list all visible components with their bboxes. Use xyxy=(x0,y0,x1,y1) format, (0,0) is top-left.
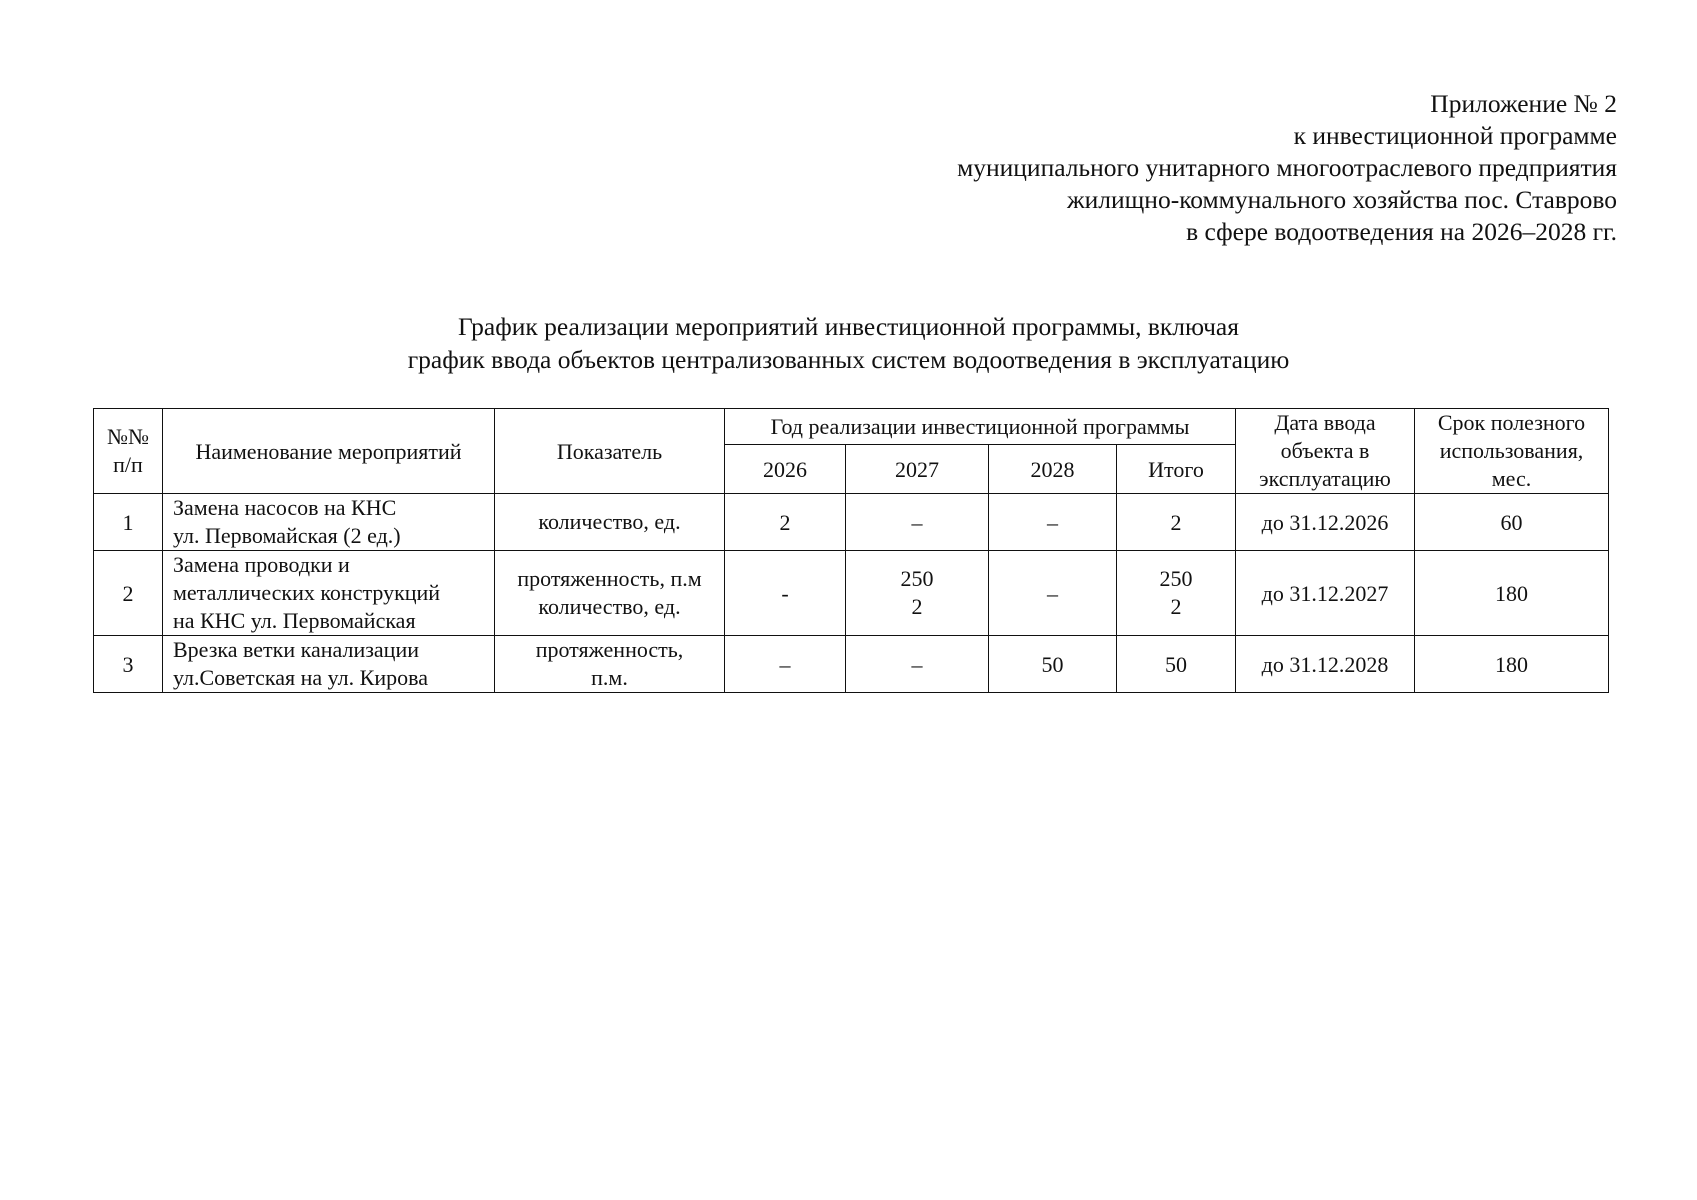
appendix-header xyxy=(617,88,1617,248)
row-indicator: протяженность, п.м. xyxy=(495,636,725,693)
title-line: График реализации мероприятий инвестиционной программы, включая xyxy=(458,312,1239,341)
header-total: Итого xyxy=(1117,445,1236,494)
appendix-line: муниципального унитарного многоотраслевого предприятия xyxy=(957,153,1617,182)
header-year-2028: 2028 xyxy=(989,445,1117,494)
row-name: Замена проводки и металлических конструкций на КНС ул. Первомайская xyxy=(163,551,495,636)
schedule-table xyxy=(93,408,1609,693)
header-name: Наименование мероприятий xyxy=(163,409,495,494)
row-2026: - xyxy=(725,551,846,636)
header-year-group: Год реализации инвестиционной программы xyxy=(725,409,1236,445)
header-term: Срок полезного использования, мес. xyxy=(1415,409,1609,494)
appendix-line: в сфере водоотведения на 2026–2028 гг. xyxy=(1186,217,1617,246)
header-indicator: Показатель xyxy=(495,409,725,494)
row-2027: – xyxy=(846,636,989,693)
table-row xyxy=(94,551,1609,636)
appendix-line: жилищно-коммунального хозяйства пос. Ставрово xyxy=(1067,185,1617,214)
row-total: 50 xyxy=(1117,636,1236,693)
row-name: Врезка ветки канализации ул.Советская на ул. Кирова xyxy=(163,636,495,693)
row-2026: 2 xyxy=(725,494,846,551)
header-year-2027: 2027 xyxy=(846,445,989,494)
row-total: 250 2 xyxy=(1117,551,1236,636)
row-2028: 50 xyxy=(989,636,1117,693)
row-num: 3 xyxy=(94,636,163,693)
row-2027: 250 2 xyxy=(846,551,989,636)
table-row xyxy=(94,636,1609,693)
row-term: 60 xyxy=(1415,494,1609,551)
header-date: Дата ввода объекта в эксплуатацию xyxy=(1236,409,1415,494)
row-num: 2 xyxy=(94,551,163,636)
row-2026: – xyxy=(725,636,846,693)
row-2028: – xyxy=(989,494,1117,551)
row-indicator: количество, ед. xyxy=(495,494,725,551)
table-row xyxy=(94,494,1609,551)
row-term: 180 xyxy=(1415,551,1609,636)
row-date: до 31.12.2026 xyxy=(1236,494,1415,551)
row-date: до 31.12.2027 xyxy=(1236,551,1415,636)
header-num: №№ п/п xyxy=(94,409,163,494)
row-num: 1 xyxy=(94,494,163,551)
row-name: Замена насосов на КНС ул. Первомайская (2 ед.) xyxy=(163,494,495,551)
row-2028: – xyxy=(989,551,1117,636)
row-2027: – xyxy=(846,494,989,551)
appendix-line: к инвестиционной программе xyxy=(1293,121,1617,150)
title-line: график ввода объектов централизованных систем водоотведения в эксплуатацию xyxy=(407,345,1290,374)
document-title xyxy=(0,310,1697,376)
row-date: до 31.12.2028 xyxy=(1236,636,1415,693)
row-total: 2 xyxy=(1117,494,1236,551)
row-indicator: протяженность, п.м количество, ед. xyxy=(495,551,725,636)
row-term: 180 xyxy=(1415,636,1609,693)
appendix-line: Приложение № 2 xyxy=(1430,89,1617,118)
header-year-2026: 2026 xyxy=(725,445,846,494)
